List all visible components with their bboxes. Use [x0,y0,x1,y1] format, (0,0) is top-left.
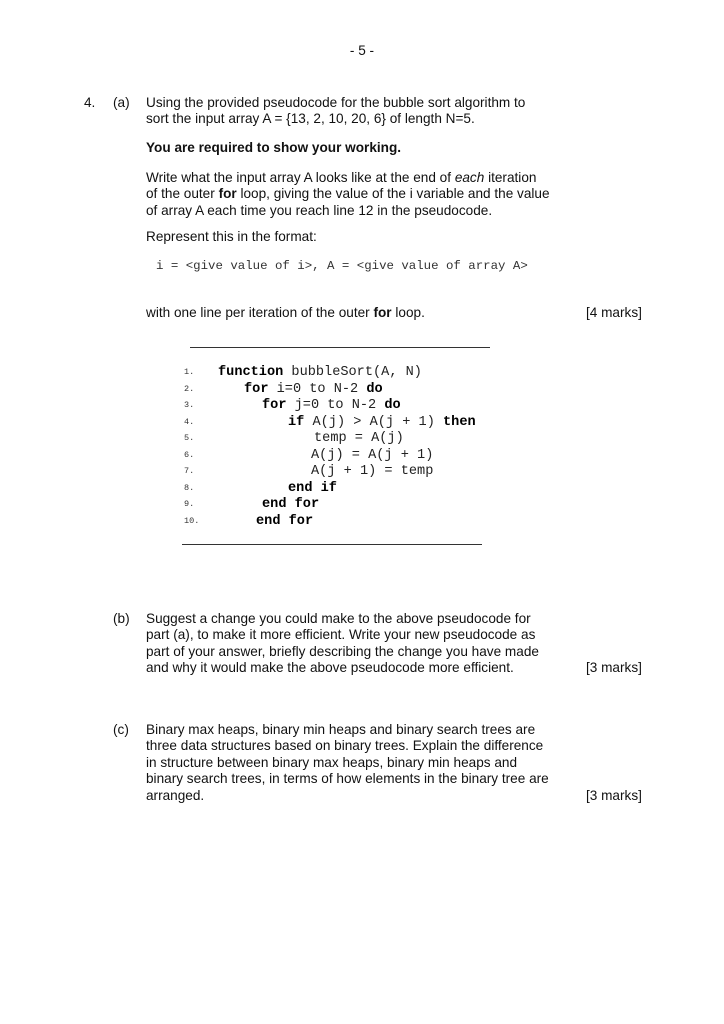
page-number: - 5 - [349,43,375,58]
part-c-line4: binary search trees, in terms of how elements in the binary tree are [146,771,549,787]
code-text: A(j) = A(j + 1) [311,448,434,463]
code-text: for j=0 to N-2 do [262,398,401,413]
part-a-instructions [146,170,586,219]
part-b-line3: part of your answer, briefly describing the change you have made [146,643,539,659]
code-text: end if [288,481,337,496]
instruction-text: with one line per iteration of the outer [146,305,374,320]
code-text: function bubbleSort(A, N) [218,365,422,380]
part-a-label: (a) [113,95,130,110]
line-number: 6. [184,450,195,460]
part-c-line1: Binary max heaps, binary min heaps and binary search trees are [146,722,536,737]
code-text: for i=0 to N-2 do [244,382,383,397]
instruction-line1 [146,170,586,186]
line-number: 8. [184,483,195,493]
part-c-label: (c) [113,722,129,737]
part-a-line1: Using the provided pseudocode for the bubble sort algorithm to [146,95,526,110]
instruction-line2 [146,186,586,202]
instruction-text: loop. [391,305,425,320]
code-bottom-rule [182,544,482,545]
one-line-instruction [146,305,425,320]
code-text: temp = A(j) [314,431,404,446]
instruction-line3: of array A each time you reach line 12 in the pseudocode. [146,202,493,218]
code-text: if A(j) > A(j + 1) then [288,415,476,430]
part-b-line2: part (a), to make it more efficient. Write your new pseudocode as [146,627,536,643]
line-number: 5. [184,433,195,443]
code-text: end for [262,497,320,512]
part-c-marks: [3 marks] [586,788,642,803]
line-number: 9. [184,499,195,509]
represent-format-label: Represent this in the format: [146,229,317,244]
code-text: A(j + 1) = temp [311,464,434,479]
line-number: 4. [184,417,195,427]
instruction-text: loop, giving the value of the i variable and the value [236,186,550,202]
part-b-marks: [3 marks] [586,660,642,675]
line-number: 1. [184,367,195,377]
part-c-line2: three data structures based on binary trees. Explain the difference [146,738,544,754]
instruction-text: of the outer [146,186,219,202]
part-c-line3: in structure between binary max heaps, binary min heaps and [146,754,518,770]
part-c-line5: arranged. [146,787,205,803]
part-c-text [146,722,586,804]
part-b-label: (b) [113,611,130,626]
part-b-line4: and why it would make the above pseudocode more efficient. [146,660,514,676]
line-number: 3. [184,400,195,410]
required-working: You are required to show your working. [146,140,402,155]
code-text: end for [256,514,314,529]
line-number: 10. [184,516,200,526]
part-b-line1: Suggest a change you could make to the above pseudocode for [146,611,531,626]
instruction-keyword: for [373,305,392,320]
part-a-marks: [4 marks] [586,305,642,320]
part-a-intro [146,95,586,128]
code-top-rule [190,347,490,348]
part-b-text [146,611,586,677]
instruction-keyword: for [218,186,237,202]
line-number: 7. [184,466,195,476]
instruction-text: Write what the input array A looks like at the end of [146,170,455,185]
instruction-text: iteration [484,170,537,185]
instruction-emphasis: each [454,170,485,185]
line-number: 2. [184,384,195,394]
part-a-line2: sort the input array A = {13, 2, 10, 20, 6} of length N=5. [146,111,475,127]
answer-format: i = <give value of i>, A = <give value of array A> [156,259,528,273]
question-number: 4. [84,95,96,110]
